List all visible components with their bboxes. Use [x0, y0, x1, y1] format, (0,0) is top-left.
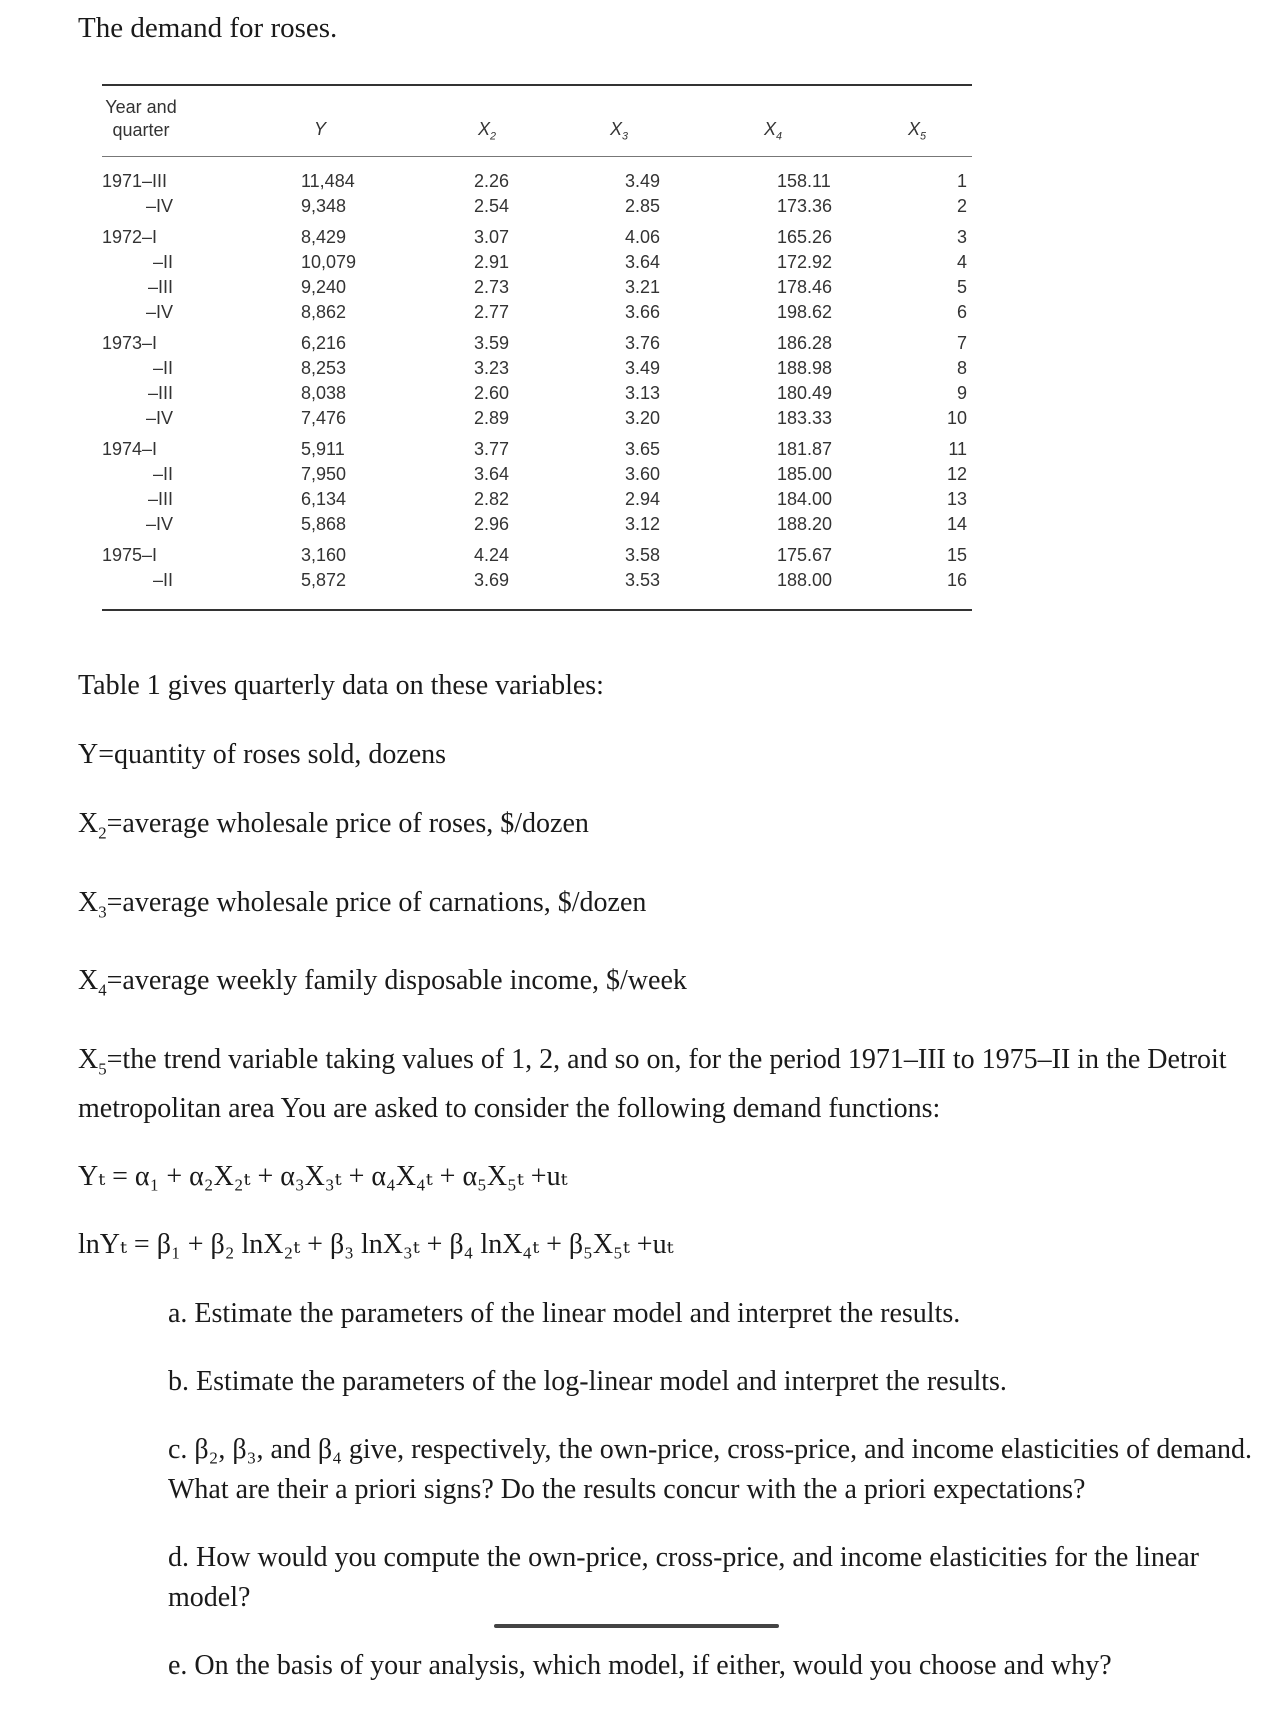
- table-row-group: [102, 543, 972, 593]
- cell-x4: 181.87: [777, 439, 833, 459]
- table-body: [102, 157, 972, 609]
- cell-y: 6,134: [301, 489, 347, 509]
- cell-x3: 3.64: [625, 252, 661, 272]
- cell-x5: 7: [956, 333, 967, 353]
- cell-x3: 3.66: [625, 302, 661, 322]
- cell-x5: 8: [956, 358, 967, 378]
- table-row: [102, 169, 972, 194]
- cell-x2: 4.24: [474, 545, 510, 565]
- cell-x2: 3.77: [474, 439, 510, 459]
- question-e: e. On the basis of your analysis, which model, if either, would you choose and why?: [168, 1650, 1112, 1682]
- cell-x2: 2.26: [474, 171, 510, 191]
- cell-year-quarter: 1974–I: [102, 439, 158, 459]
- problem-text: [78, 666, 1268, 1714]
- cell-x3: 3.20: [625, 408, 661, 428]
- question-d: d. How would you compute the own-price, cross-price, and income elasticities for the linear model?: [168, 1542, 1200, 1614]
- cell-year-quarter: –II: [152, 464, 173, 484]
- table-row: [102, 194, 972, 219]
- cell-year-quarter: 1973–I: [102, 333, 158, 353]
- table-bottom-rule: [102, 609, 972, 611]
- cell-x3: 4.06: [625, 227, 661, 247]
- cell-y: 8,429: [301, 227, 347, 247]
- cell-x5: 5: [956, 277, 967, 297]
- cell-y: 5,872: [301, 570, 347, 590]
- cell-x2: 3.07: [474, 227, 510, 247]
- cell-x2: 3.69: [474, 570, 510, 590]
- cell-y: 8,253: [301, 358, 347, 378]
- cell-x5: 6: [956, 302, 967, 322]
- cell-year-quarter: –III: [147, 383, 173, 403]
- cell-y: 9,348: [301, 196, 347, 216]
- header-y: Y: [314, 119, 327, 139]
- cell-x3: 3.49: [625, 358, 661, 378]
- cell-x4: 158.11: [777, 171, 831, 191]
- table-row-group: [102, 169, 972, 219]
- table-row-group: [102, 225, 972, 325]
- cell-x4: 188.00: [777, 570, 833, 590]
- table-row: [102, 462, 972, 487]
- definition-x3: $X_3=average$ wholesale price of carnations, $/dozen: [78, 886, 647, 922]
- cell-x5: 12: [946, 464, 967, 484]
- header-year-quarter: [98, 96, 184, 142]
- cell-x5: 15: [946, 545, 967, 565]
- cell-x4: 188.20: [777, 514, 833, 534]
- cell-x3: 3.13: [625, 383, 661, 403]
- cell-year-quarter: –IV: [145, 302, 173, 322]
- cell-x4: 172.92: [777, 252, 833, 272]
- question-b: b. Estimate the parameters of the log-linear model and interpret the results.: [168, 1366, 1007, 1398]
- header-x5: $X_5$: [908, 119, 927, 143]
- intro-text: Table 1 gives quarterly data on these variables:: [78, 670, 604, 701]
- table-row-group: [102, 331, 972, 431]
- cell-x3: 2.94: [625, 489, 661, 509]
- cell-x3: 2.85: [625, 196, 661, 216]
- table-row: [102, 331, 972, 356]
- cell-x3: 3.21: [625, 277, 661, 297]
- header-x3: $X_3$: [610, 119, 629, 143]
- header-x4: $X_4$: [764, 119, 783, 143]
- header-x2: $X_2$: [478, 119, 497, 143]
- cell-x5: 9: [956, 383, 967, 403]
- cell-y: 9,240: [301, 277, 347, 297]
- cell-year-quarter: –II: [152, 358, 173, 378]
- cell-year-quarter: 1972–I: [102, 227, 158, 247]
- cell-x4: 185.00: [777, 464, 833, 484]
- cell-x2: 3.59: [474, 333, 510, 353]
- table-row: [102, 356, 972, 381]
- table-row: [102, 568, 972, 593]
- definition-y: Y=quantity of roses sold, dozens: [78, 739, 447, 770]
- cell-x4: 180.49: [777, 383, 833, 403]
- cell-year-quarter: 1971–III: [102, 171, 168, 191]
- document-title: The demand for roses.: [78, 12, 338, 44]
- cell-y: 6,216: [301, 333, 347, 353]
- cell-x4: 184.00: [777, 489, 833, 509]
- cell-x2: 2.91: [474, 252, 510, 272]
- cell-x4: 188.98: [777, 358, 833, 378]
- cell-year-quarter: –III: [147, 489, 173, 509]
- cell-x4: 186.28: [777, 333, 833, 353]
- loglinear-model-equation: lnYₜ = β₁ + β₂ lnX₂ₜ + β₃ lnX₃ₜ + β₄ lnX₄ₜ + β₅X₅ₜ +uₜ: [78, 1229, 674, 1261]
- cell-x3: 3.76: [625, 333, 661, 353]
- cell-y: 8,038: [301, 383, 347, 403]
- roses-data-table: [102, 84, 972, 611]
- cell-y: 10,079: [301, 252, 357, 272]
- cell-y: 8,862: [301, 302, 347, 322]
- cell-x5: 13: [946, 489, 967, 509]
- definition-x2: $X_2=average$ wholesale price of roses, $/dozen: [78, 808, 589, 843]
- question-a: a. Estimate the parameters of the linear model and interpret the results.: [168, 1298, 961, 1330]
- cell-x3: 3.65: [625, 439, 661, 459]
- cell-x3: 3.49: [625, 171, 661, 191]
- cell-x5: 2: [956, 196, 967, 216]
- definition-x5: $X_5=the$ trend variable taking values of 1, 2, and so on, for the period 1971–III to 1975–II in the Detroit metropolitan area You are asked to consider the following demand functions:: [78, 1043, 1227, 1125]
- table-row: [102, 512, 972, 537]
- cell-y: 5,868: [301, 514, 347, 534]
- scroll-indicator-bar[interactable]: [494, 1624, 779, 1628]
- cell-x2: 3.23: [474, 358, 510, 378]
- table-row: [102, 487, 972, 512]
- cell-year-quarter: –IV: [145, 408, 173, 428]
- table-row-group: [102, 437, 972, 537]
- cell-x5: 10: [946, 408, 967, 428]
- cell-x5: 14: [946, 514, 967, 534]
- cell-y: 11,484: [301, 171, 355, 191]
- cell-y: 7,950: [301, 464, 347, 484]
- cell-x2: 2.82: [474, 489, 510, 509]
- cell-x2: 2.54: [474, 196, 510, 216]
- cell-x4: 173.36: [777, 196, 833, 216]
- cell-x5: 11: [948, 439, 967, 459]
- cell-x4: 178.46: [777, 277, 833, 297]
- cell-x4: 175.67: [777, 545, 833, 565]
- table-row: [102, 300, 972, 325]
- header-quarter-line: quarter: [112, 120, 170, 140]
- table-row: [102, 406, 972, 431]
- cell-x4: 183.33: [777, 408, 833, 428]
- cell-x4: 165.26: [777, 227, 833, 247]
- table-row: [102, 437, 972, 462]
- cell-x3: 3.60: [625, 464, 661, 484]
- question-c: c. β₂, β₃, and β₄ give, respectively, the own-price, cross-price, and income elasticities of demand. What are their a priori signs? Do the results concur with the a priori expectations?: [168, 1434, 1253, 1506]
- cell-x2: 2.89: [474, 408, 510, 428]
- cell-year-quarter: –II: [152, 570, 173, 590]
- cell-x4: 198.62: [777, 302, 833, 322]
- cell-x5: 16: [946, 570, 967, 590]
- cell-x3: 3.58: [625, 545, 661, 565]
- table-row: [102, 250, 972, 275]
- cell-x2: 3.64: [474, 464, 510, 484]
- cell-x2: 2.96: [474, 514, 510, 534]
- header-year-line: Year and: [105, 97, 177, 117]
- cell-y: 7,476: [301, 408, 347, 428]
- table-row: [102, 225, 972, 250]
- cell-x2: 2.73: [474, 277, 510, 297]
- cell-year-quarter: 1975–I: [102, 545, 158, 565]
- cell-y: 5,911: [301, 439, 345, 459]
- linear-model-equation: Yₜ = α₁ + α₂X₂ₜ + α₃X₃ₜ + α₄X₄ₜ + α₅X₅ₜ +uₜ: [78, 1161, 568, 1193]
- cell-x5: 1: [956, 171, 967, 191]
- cell-x5: 3: [956, 227, 967, 247]
- cell-y: 3,160: [301, 545, 347, 565]
- cell-year-quarter: –III: [147, 277, 173, 297]
- cell-x3: 3.53: [625, 570, 661, 590]
- cell-year-quarter: –II: [152, 252, 173, 272]
- cell-x5: 4: [956, 252, 967, 272]
- cell-year-quarter: –IV: [145, 196, 173, 216]
- definition-x4: $X_4=average$ weekly family disposable income, $/week: [78, 965, 687, 1000]
- cell-x2: 2.60: [474, 383, 510, 403]
- cell-year-quarter: –IV: [145, 514, 173, 534]
- cell-x2: 2.77: [474, 302, 510, 322]
- table-header: [102, 86, 972, 156]
- cell-x3: 3.12: [625, 514, 661, 534]
- table-row: [102, 275, 972, 300]
- table-row: [102, 381, 972, 406]
- table-row: [102, 543, 972, 568]
